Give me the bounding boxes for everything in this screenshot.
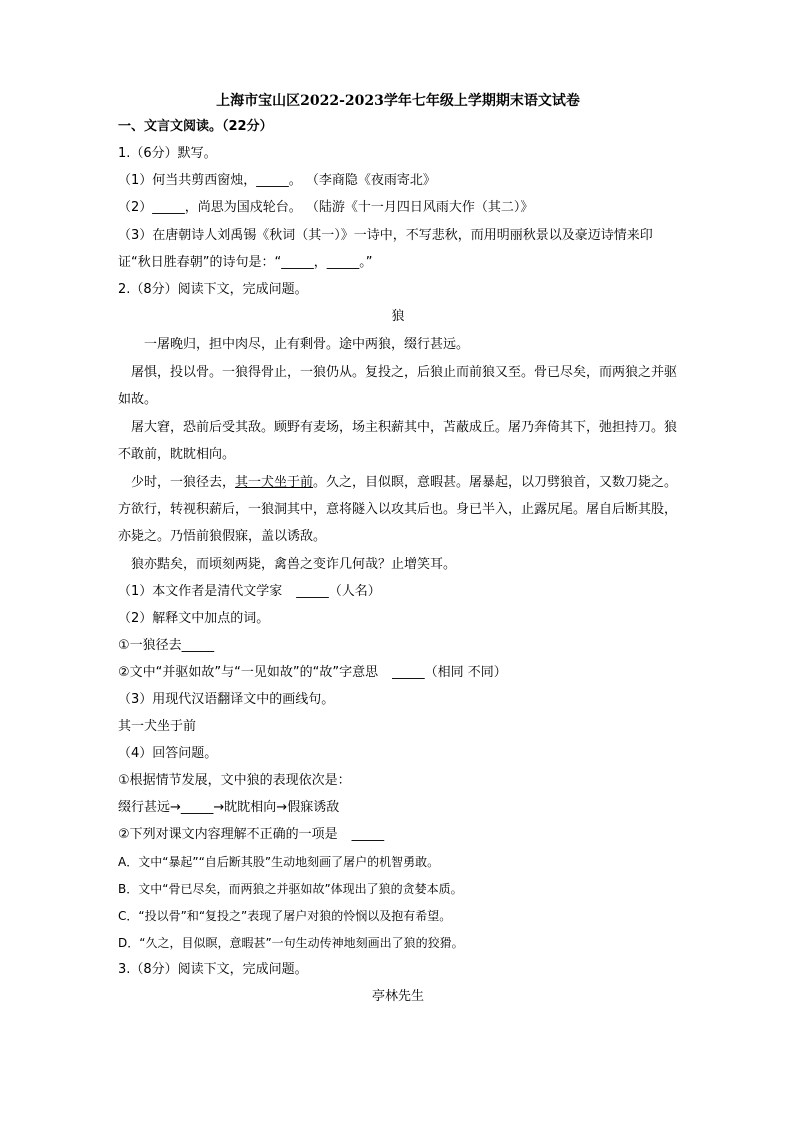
sub-question-1: （1）本文作者是清代文学家 _____（人名） (118, 584, 381, 599)
question-2-heading: 2.（8分）阅读下文，完成问题。 (118, 282, 308, 297)
question-1-heading: 1.（6分）默写。 (118, 146, 217, 161)
sub-question-2-a: ①一狼径去_____ (118, 638, 215, 653)
translate-sentence: 其一犬坐于前 (118, 719, 197, 734)
passage-paragraph: 少时，一狼径去，其一犬坐于前。久之，目似瞑，意暇甚。屠暴起，以刀劈狼首，又数刀毙之。方欲行，转视积薪后，一狼洞其中，意将隧入以攻其后也。身已半入，止露尻尾。屠自后断其股，亦毙之。乃悟前狼假寐，盖以诱敌。 (118, 475, 678, 544)
passage-paragraph: 狼亦黠矣，而顷刻两毙，禽兽之变诈几何哉？止增笑耳。 (131, 557, 457, 572)
sub-question-2-b: ②文中“并驱如故”与“一见如故”的“故”字意思 _____（相同 不同） (118, 665, 507, 680)
section-heading: 一、文言文阅读。（22分） (118, 119, 273, 134)
passage-paragraph: 屠惧，投以骨。一狼得骨止，一狼仍从。复投之，后狼止而前狼又至。骨已尽矣，而两狼之并驱如故。 (118, 365, 678, 407)
answer-blank[interactable]: _____ (296, 584, 329, 599)
answer-blank[interactable]: _____ (256, 173, 289, 188)
option-a: A．文中“暴起”“自后断其股”生动地刻画了屠户的机智勇敢。 (118, 855, 440, 869)
sub-question-2: （2）解释文中加点的词。 (118, 611, 270, 626)
answer-blank[interactable]: _____ (181, 638, 215, 653)
passage-title: 狼 (391, 309, 405, 324)
question-1-part-1: （1）何当共剪西窗烛，_____。 （李商隐《夜雨寄北》 (118, 173, 436, 188)
exam-title: 上海市宝山区2022-2023学年七年级上学期期末语文试卷 (216, 93, 580, 109)
question-1-part-3: （3）在唐朝诗人刘禹锡《秋词（其一）》一诗中，不写悲秋，而用明丽秋景以及豪迈诗情来印证“秋日胜春朝”的诗句是：“_____，_____。” (118, 228, 653, 270)
answer-blank[interactable]: _____ (281, 255, 314, 270)
question-1-part-2: （2）_____，尚思为国戍轮台。 （陆游《十一月四日风雨大作（其二）》 (118, 200, 534, 215)
answer-blank[interactable]: _____ (152, 200, 185, 215)
answer-blank[interactable]: _____ (392, 665, 425, 680)
passage-paragraph: 屠大窘，恐前后受其敌。顾野有麦场，场主积薪其中，苫蔽成丘。屠乃奔倚其下，弛担持刀。狼不敢前，眈眈相向。 (118, 420, 678, 462)
sub-question-4-a: ①根据情节发展，文中狼的表现依次是： (118, 773, 351, 788)
answer-blank[interactable]: _____ (326, 255, 360, 270)
passage-paragraph: 一屠晚归，担中肉尽，止有剩骨。途中两狼，缀行甚远。 (144, 337, 470, 352)
underlined-sentence: 其一犬坐于前 (235, 475, 314, 490)
plot-sequence: 缀行甚远→_____→眈眈相向→假寐诱敌 (118, 800, 340, 815)
sub-question-4-b: ②下列对课文内容理解不正确的一项是 _____ (118, 827, 385, 842)
passage-title: 亭林先生 (371, 989, 424, 1004)
sub-question-3: （3）用现代汉语翻译文中的画线句。 (118, 692, 335, 707)
answer-blank[interactable]: _____ (180, 800, 214, 815)
exam-page (118, 92, 678, 1015)
option-c: C．“投以骨”和“复投之”表现了屠户对狼的怜悯以及抱有希望。 (118, 909, 452, 923)
question-3-heading: 3.（8分）阅读下文，完成问题。 (118, 962, 308, 977)
option-b: B．文中“骨已尽矣，而两狼之并驱如故”体现出了狼的贪婪本质。 (118, 882, 463, 896)
answer-blank[interactable]: _____ (351, 827, 385, 842)
sub-question-4: （4）回答问题。 (118, 746, 218, 761)
option-d: D．“久之，目似瞑，意暇甚”一句生动传神地刻画出了狼的狡猾。 (118, 936, 464, 950)
